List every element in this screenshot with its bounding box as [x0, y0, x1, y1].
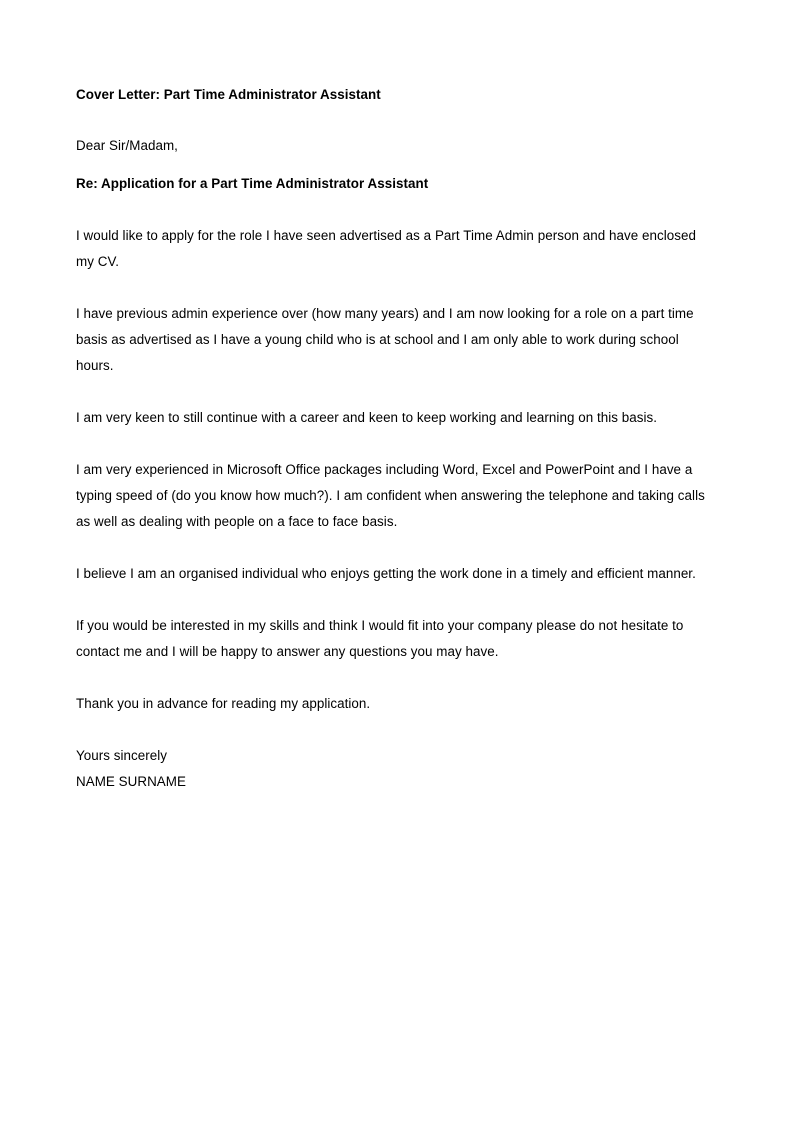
salutation: Dear Sir/Madam,	[76, 138, 178, 153]
paragraph-7: Thank you in advance for reading my application.	[76, 696, 371, 711]
paragraph-1: I would like to apply for the role I have seen advertised as a Part Time Admin person and have enclosed my CV.	[76, 228, 696, 269]
closing: Yours sincerely	[76, 748, 168, 763]
signature-name: NAME SURNAME	[76, 774, 186, 789]
subject-line: Re: Application for a Part Time Administrator Assistant	[76, 176, 429, 191]
paragraph-6: If you would be interested in my skills and think I would fit into your company please do not hesitate to contact me and I will be happy to answer any questions you may have.	[76, 618, 684, 659]
paragraph-4: I am very experienced in Microsoft Office packages including Word, Excel and PowerPoint and I have a typing speed of (do you know how much?). I am confident when answering the telephone and taking calls as well as dealing with people on a face to face basis.	[76, 462, 705, 529]
letter-body	[76, 82, 716, 795]
paragraph-2: I have previous admin experience over (how many years) and I am now looking for a role on a part time basis as advertised as I have a young child who is at school and I am only able to work during school hours.	[76, 306, 694, 373]
letter-title: Cover Letter: Part Time Administrator Assistant	[76, 87, 381, 102]
paragraph-3: I am very keen to still continue with a career and keen to keep working and learning on this basis.	[76, 410, 658, 425]
paragraph-5: I believe I am an organised individual who enjoys getting the work done in a timely and efficient manner.	[76, 566, 696, 581]
